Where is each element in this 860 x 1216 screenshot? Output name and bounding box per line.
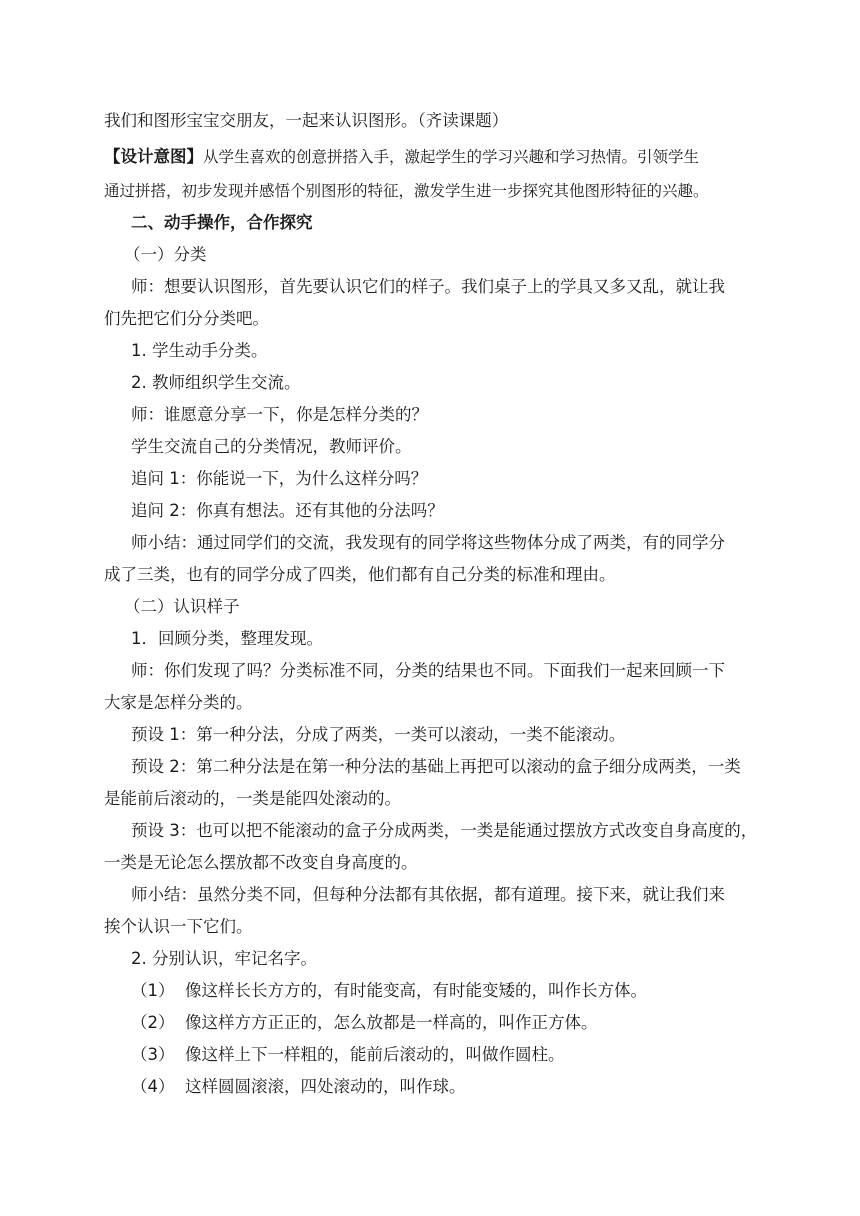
list-item bbox=[131, 1012, 598, 1034]
teacher-2: 师：谁愿意分享一下，你是怎样分类的？ bbox=[131, 405, 428, 424]
step-1: 1. 学生动手分类。 bbox=[131, 341, 268, 360]
list-item-number: （1） bbox=[131, 981, 175, 1000]
preset-1: 预设 1：第一种分法，分成了两类，一类可以滚动，一类不能滚动。 bbox=[131, 725, 626, 744]
section-2-heading: 二、动手操作，合作探究 bbox=[131, 213, 313, 232]
summary-2-line-1: 师小结：虽然分类不同，但每种分法都有其依据，都有道理。接下来，就让我们来 bbox=[131, 885, 725, 904]
intro-line: 我们和图形宝宝交朋友，一起来认识图形。（齐读课题） bbox=[104, 111, 509, 130]
part-2-heading: （二）认识样子 bbox=[124, 597, 240, 616]
design-intent-text-1: 从学生喜欢的创意拼搭入手，激起学生的学习兴趣和学习热情。引领学生 bbox=[203, 148, 700, 166]
teacher-1-line-1: 师：想要认识图形，首先要认识它们的样子。我们桌子上的学具又多又乱，就让我 bbox=[131, 277, 725, 296]
preset-3-line-2: 一类是无论怎么摆放都不改变自身高度的。 bbox=[104, 853, 418, 872]
teacher-1-line-2: 们先把它们分分类吧。 bbox=[104, 309, 269, 328]
list-item-text: 像这样方方正正的，怎么放都是一样高的，叫作正方体。 bbox=[185, 1013, 598, 1032]
part-1-heading: （一）分类 bbox=[124, 245, 207, 264]
list-item bbox=[131, 980, 647, 1002]
list-item bbox=[131, 1044, 565, 1066]
step-2: 2. 教师组织学生交流。 bbox=[131, 373, 301, 392]
preset-2-line-1: 预设 2：第二种分法是在第一种分法的基础上再把可以滚动的盒子细分成两类，一类 bbox=[131, 757, 741, 776]
design-intent-tag: 【设计意图】 bbox=[104, 147, 203, 166]
list-item bbox=[131, 1076, 466, 1098]
list-item-number: （2） bbox=[131, 1013, 175, 1032]
preset-2-line-2: 是能前后滚动的，一类是能四处滚动的。 bbox=[104, 789, 401, 808]
students-share: 学生交流自己的分类情况，教师评价。 bbox=[131, 437, 412, 456]
design-intent-line-1 bbox=[104, 146, 699, 168]
summary-2-line-2: 挨个认识一下它们。 bbox=[104, 917, 253, 936]
summary-1-line-2: 成了三类，也有的同学分成了四类，他们都有自己分类的标准和理由。 bbox=[104, 565, 616, 584]
teacher-3-line-1: 师：你们发现了吗？分类标准不同，分类的结果也不同。下面我们一起来回顾一下 bbox=[131, 661, 725, 680]
review-step: 1．回顾分类，整理发现。 bbox=[131, 629, 323, 648]
summary-1-line-1: 师小结：通过同学们的交流，我发现有的同学将这些物体分成了两类，有的同学分 bbox=[131, 533, 725, 552]
step-names: 2. 分别认识，牢记名字。 bbox=[131, 949, 317, 968]
list-item-number: （3） bbox=[131, 1045, 175, 1064]
followup-1: 追问 1：你能说一下，为什么这样分吗？ bbox=[131, 469, 428, 488]
list-item-number: （4） bbox=[131, 1077, 175, 1096]
teacher-3-line-2: 大家是怎样分类的。 bbox=[104, 693, 253, 712]
preset-3-line-1: 预设 3：也可以把不能滚动的盒子分成两类，一类是能通过摆放方式改变自身高度的， bbox=[131, 821, 758, 840]
list-item-text: 这样圆圆滚滚，四处滚动的，叫作球。 bbox=[185, 1077, 466, 1096]
design-intent-line-2: 通过拼搭，初步发现并感悟个别图形的特征，激发学生进一步探究其他图形特征的兴趣。 bbox=[104, 182, 709, 200]
followup-2: 追问 2：你真有想法。还有其他的分法吗？ bbox=[131, 501, 444, 520]
list-item-text: 像这样长长方方的，有时能变高，有时能变矮的，叫作长方体。 bbox=[185, 981, 647, 1000]
list-item-text: 像这样上下一样粗的，能前后滚动的，叫做作圆柱。 bbox=[185, 1045, 565, 1064]
